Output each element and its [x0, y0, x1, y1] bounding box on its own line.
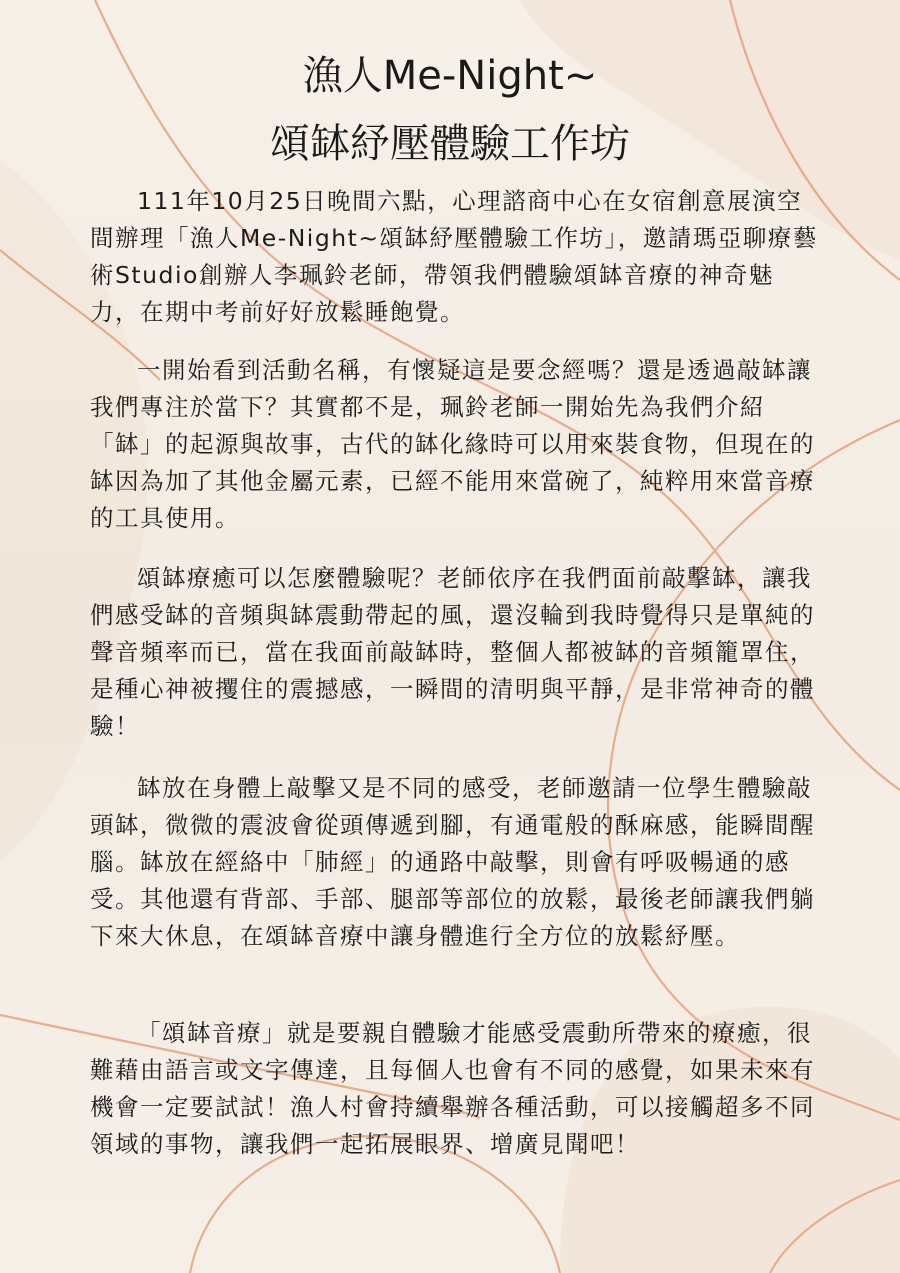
title-line-2: 頌缽紓壓體驗工作坊	[270, 121, 630, 167]
title-line-1: 漁人Me-Night~	[302, 53, 598, 99]
paragraph-2: 一開始看到活動名稱，有懷疑這是要念經嗎？還是透過敲缽讓我們專注於當下？其實都不是，珮鈴老師一開始先為我們介紹「缽」的起源與故事，古代的缽化緣時可以用來裝食物，但現在的缽因為加了其他金屬元素，已經不能用來當碗了，純粹用來當音療的工具使用。	[90, 356, 815, 532]
paragraph-4: 缽放在身體上敲擊又是不同的感受，老師邀請一位學生體驗敲頭缽，微微的震波會從頭傳遞到腳，有通電般的酥麻感，能瞬間醒腦。缽放在經絡中「肺經」的通路中敲擊，則會有呼吸暢通的感受。其他還有背部、手部、腿部等部位的放鬆，最後老師讓我們躺下來大休息，在頌缽音療中讓身體進行全方位的放鬆紓壓。	[90, 774, 815, 950]
paragraph-1: 111年10月25日晚間六點，心理諮商中心在女宿創意展演空間辦理「漁人Me-Night~頌缽紓壓體驗工作坊」，邀請瑪亞聊療藝術Studio創辦人李珮鈴老師，帶領我們體驗頌缽音療的神奇魅力，在期中考前好好放鬆睡飽覺。	[90, 187, 818, 326]
paragraph-3: 頌缽療癒可以怎麼體驗呢？老師依序在我們面前敲擊缽，讓我們感受缽的音頻與缽震動帶起的風，還沒輪到我時覺得只是單純的聲音頻率而已，當在我面前敲缽時，整個人都被缽的音頻籠罩住，是種心神被攫住的震撼感，一瞬間的清明與平靜，是非常神奇的體驗！	[90, 564, 815, 740]
paragraph-5: 「頌缽音療」就是要親自體驗才能感受震動所帶來的療癒，很難藉由語言或文字傳達，且每個人也會有不同的感覺，如果未來有機會一定要試試！漁人村會持續舉辦各種活動，可以接觸超多不同領域的事物，讓我們一起拓展眼界、增廣見聞吧！	[90, 1019, 815, 1158]
